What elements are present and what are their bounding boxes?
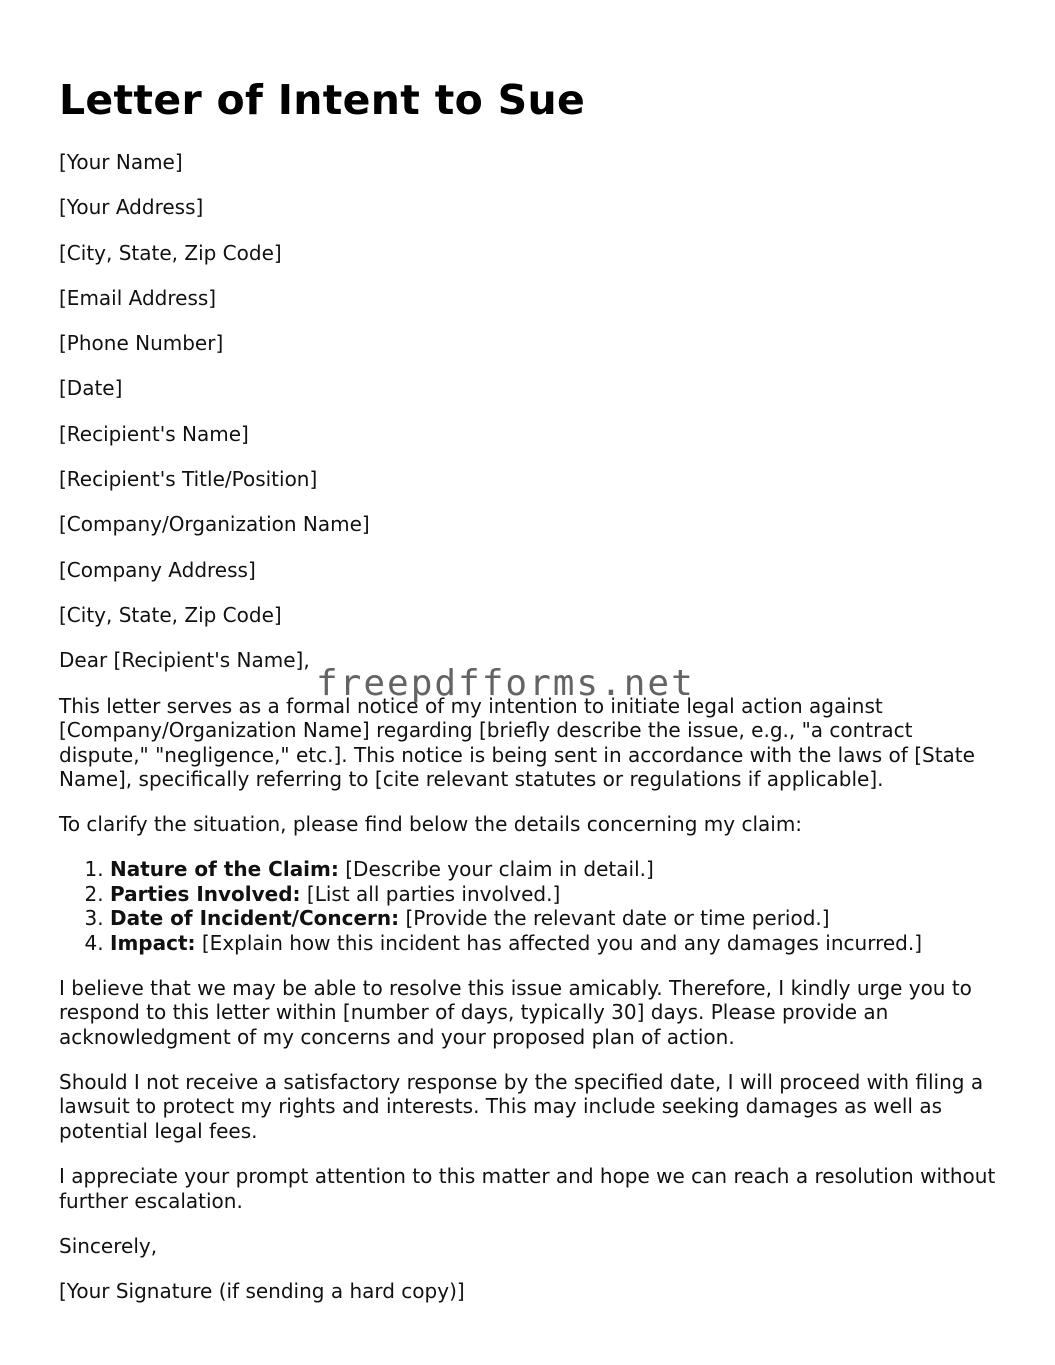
details-intro-paragraph: To clarify the situation, please find below the details concerning my claim: [59,812,803,837]
intro-paragraph: This letter serves as a formal notice of my intention to initiate legal action against [Company/Organization Name] regarding [briefly describe the issue, e.g., "a contract dispute," "negligence," etc.]. This notice is being sent in accordance with the laws of [State Name], specifically referring to [cite relevant statutes or regulations if applicable]. [59,693,975,792]
date-line: [Date] [59,376,123,401]
resolve-paragraph: I believe that we may be able to resolve this issue amicably. Therefore, I kindly urge you to respond to this letter within [number of days, typically 30] days. Please provide an acknowledgment of my concerns and your proposed plan of action. [59,975,972,1049]
sign-off: Sincerely, [59,1233,158,1258]
sender-email-line: [Email Address] [59,285,217,310]
salutation: Dear [Recipient's Name], [59,648,310,673]
recipient-title-line: [Recipient's Title/Position] [59,467,318,492]
list-item [110,857,1004,882]
claim-item-text: [Provide the relevant date or time period.] [399,906,830,931]
recipient-company-line: [Company/Organization Name] [59,512,370,537]
claim-item-label: Nature of the Claim: [110,857,339,882]
closing-paragraph: I appreciate your prompt attention to this matter and hope we can reach a resolution without further escalation. [59,1164,996,1213]
claim-item-text: [Describe your claim in detail.] [338,857,654,882]
letter-body [59,150,1004,1324]
sender-name-line: [Your Name] [59,150,183,174]
watermark-text: freepdfforms.net [316,663,695,704]
claim-item-label: Impact: [110,930,196,955]
sender-phone-line: [Phone Number] [59,331,224,356]
document-title: Letter of Intent to Sue [59,76,586,124]
claim-item-text: [Explain how this incident has affected you and any damages incurred.] [195,930,923,955]
list-item [110,931,1004,956]
claim-item-text: [List all parties involved.] [300,881,561,906]
recipient-name-line: [Recipient's Name] [59,421,249,446]
sender-city-line: [City, State, Zip Code] [59,240,282,265]
claim-item-label: Date of Incident/Concern: [110,906,400,931]
lawsuit-paragraph: Should I not receive a satisfactory response by the specified date, I will proceed with filing a lawsuit to protect my rights and interests. This may include seeking damages as well as potential legal fees. [59,1069,984,1143]
list-item [110,882,1004,907]
list-item [110,906,1004,931]
sender-address-line: [Your Address] [59,195,204,220]
claim-item-label: Parties Involved: [110,881,301,906]
signature-line: [Your Signature (if sending a hard copy)] [59,1278,465,1303]
recipient-city-line: [City, State, Zip Code] [59,602,282,627]
claim-details-list [59,857,1004,955]
recipient-address-line: [Company Address] [59,557,256,582]
